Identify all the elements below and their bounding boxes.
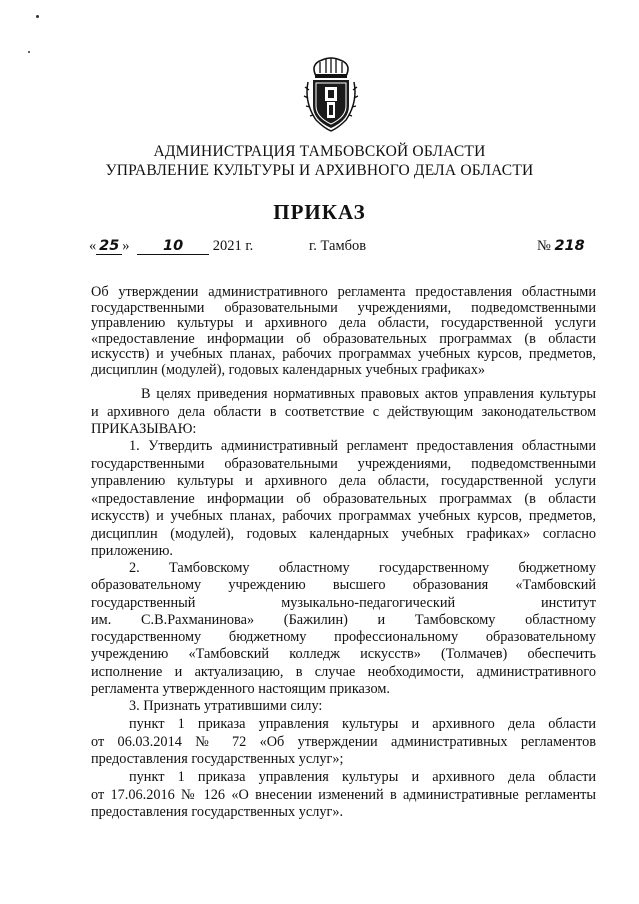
point-1-line: дисциплин (модулей), годовых календарных учебных графиках» согласно (91, 525, 596, 542)
subject-line: «предоставление информации об образовательных программах (в области (91, 330, 596, 347)
preamble-paragraph (91, 386, 596, 439)
subject-line: искусств) и учебных планах, рабочих программах учебных курсов, предметов, (91, 346, 596, 362)
repealed-item-line: предоставления государственных услуг». (91, 804, 344, 821)
point-1-line: «предоставление информации об образовательных программах (в области (91, 490, 596, 507)
date-day: 25 (96, 239, 122, 255)
date-year: 2021 г. (212, 238, 254, 254)
point-3-paragraph (91, 698, 596, 716)
preamble-line: ПРИКАЗЫВАЮ: (91, 421, 197, 438)
order-date (89, 238, 253, 255)
city-name: г. Тамбов (309, 238, 367, 254)
repealed-item-line: от 17.06.2016 № 126 «О внесении изменений в административные регламенты (91, 786, 596, 803)
scan-speck (36, 15, 39, 18)
repealed-item-line: пункт 1 приказа управления культуры и архивного дела области (129, 769, 596, 785)
document-title: ПРИКАЗ (273, 200, 366, 224)
scan-speck (28, 51, 30, 53)
point-1-paragraph (91, 438, 596, 561)
subject-line: дисциплин (модулей), годовых календарных учебных графиках» (91, 361, 486, 378)
repealed-item-1 (91, 716, 596, 769)
point-2-line: государственный музыкально-педагогический институт (91, 594, 596, 611)
point-2-line: 2. Тамбовскому областному государственному бюджетному (129, 560, 596, 576)
point-2-paragraph (91, 560, 596, 698)
repealed-item-2 (91, 769, 596, 822)
preamble-line: и архивного дела области в соответствие с действующим законодательством (91, 403, 596, 420)
point-1-line: искусств) и учебных планах, рабочих программах учебных курсов, предметов, (91, 508, 596, 525)
point-1-line: 1. Утвердить административный регламент предоставления областными (129, 438, 596, 454)
number-sign: № (537, 238, 551, 254)
point-2-line: государственному бюджетному профессиональному образовательному (91, 629, 596, 646)
point-2-line: образовательному учреждению высшего образования «Тамбовский (91, 577, 596, 594)
organization-name: АДМИНИСТРАЦИЯ ТАМБОВСКОЙ ОБЛАСТИ (153, 143, 486, 160)
document-subject (91, 285, 596, 378)
point-2-line: им. С.В.Рахманинова» (Бажилин) и Тамбовскому областному (91, 611, 596, 628)
repealed-item-line: от 06.03.2014 № 72 «Об утверждении административных регламентов (91, 733, 596, 750)
point-2-line: регламента утвержденного настоящим приказом. (91, 681, 390, 698)
subject-line: государственными образовательными учреждениями, подведомственными (91, 299, 596, 316)
order-number (537, 238, 585, 255)
department-name: УПРАВЛЕНИЕ КУЛЬТУРЫ И АРХИВНОГО ДЕЛА ОБЛАСТИ (105, 162, 534, 179)
coat-of-arms-icon (302, 56, 360, 132)
preamble-line: В целях приведения нормативных правовых актов управления культуры (141, 386, 596, 402)
point-1-line: государственными образовательными учреждениями, подведомственными (91, 455, 596, 472)
point-2-line: учреждению «Тамбовский колледж искусств» (Толмачев) обеспечить (91, 646, 596, 663)
number-value: 218 (554, 238, 585, 254)
subject-line: Об утверждении административного регламента предоставления областными (91, 284, 596, 300)
date-quote-open: « (89, 238, 97, 254)
point-1-line: приложению. (91, 543, 173, 560)
date-quote-close: » (122, 238, 130, 254)
subject-line: управлению культуры и архивного дела области, государственной услуги (91, 315, 596, 331)
point-2-line: исполнение и актуализацию, в случае необходимости, административного (91, 663, 596, 680)
date-month: 10 (137, 239, 209, 255)
repealed-item-line: предоставления государственных услуг»; (91, 751, 344, 768)
point-1-line: управлению культуры и архивного дела области, государственной услуги (91, 473, 596, 490)
repealed-item-line: пункт 1 приказа управления культуры и архивного дела области (129, 716, 596, 732)
point-3-line: 3. Признать утратившими силу: (129, 698, 323, 714)
